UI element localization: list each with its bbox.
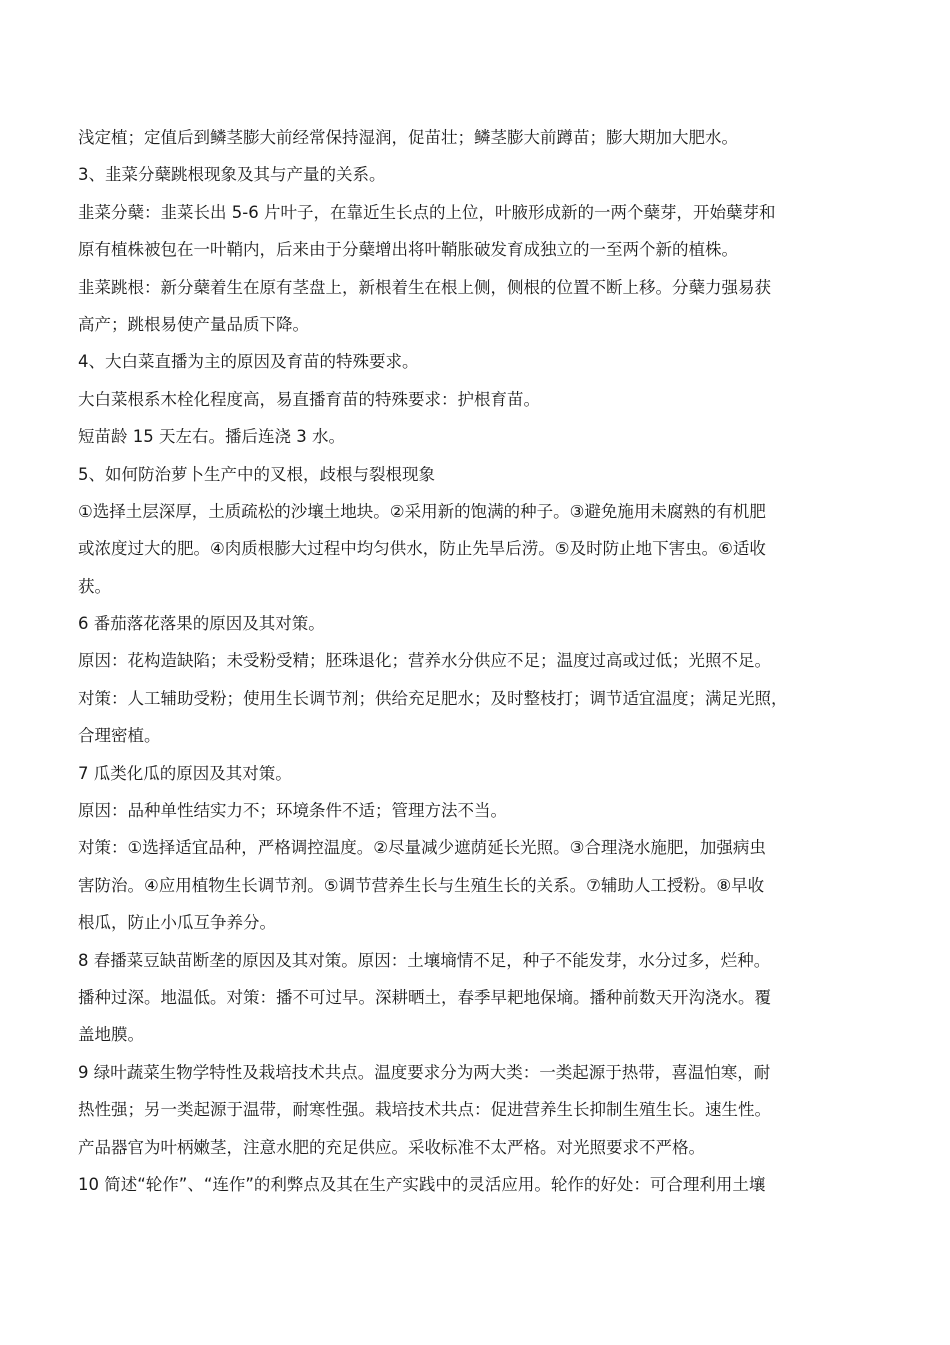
text-line: 大白菜根系木栓化程度高，易直播育苗的特殊要求：护根育苗。 — [78, 389, 540, 409]
text-line: 播种过深。地温低。对策：播不可过早。深耕晒土，春季早耙地保墒。播种前数天开沟浇水。覆 — [78, 987, 771, 1007]
text-line: 产品器官为叶柄嫩茎，注意水肥的充足供应。采收标准不太严格。对光照要求不严格。 — [78, 1137, 705, 1157]
section-heading: 10 简述“轮作”、“连作”的利弊点及其在生产实践中的灵活应用。轮作的好处：可合理利用土壤 — [78, 1174, 766, 1194]
text-line: 盖地膜。 — [78, 1025, 144, 1045]
text-line: 短苗龄 15 天左右。播后连浇 3 水。 — [78, 427, 345, 447]
text-line: 获。 — [78, 576, 111, 596]
text-line: 害防治。④应用植物生长调节剂。⑤调节营养生长与生殖生长的关系。⑦辅助人工授粉。⑧早收 — [78, 875, 765, 895]
text-line: 对策：①选择适宜品种，严格调控温度。②尽量减少遮荫延长光照。③合理浇水施肥，加强病虫 — [78, 838, 766, 858]
section-heading: 9 绿叶蔬菜生物学特性及栽培技术共点。温度要求分为两大类：一类起源于热带，喜温怕寒，耐 — [78, 1062, 771, 1082]
section-heading: 6 番茄落花落果的原因及其对策。 — [78, 614, 325, 634]
text-line: 韭菜分蘖：韭菜长出 5-6 片叶子，在靠近生长点的上位，叶腋形成新的一两个蘖芽，开始蘖芽和 — [78, 202, 776, 222]
section-heading: 5、如何防治萝卜生产中的叉根，歧根与裂根现象 — [78, 464, 435, 484]
text-line: 韭菜跳根：新分蘖着生在原有茎盘上，新根着生在根上侧，侧根的位置不断上移。分蘖力强易获 — [78, 277, 771, 297]
text-line: 对策：人工辅助受粉；使用生长调节剂；供给充足肥水；及时整枝打；调节适宜温度；满足光照， — [78, 688, 788, 708]
text-line: 原有植株被包在一叶鞘内，后来由于分蘖增出将叶鞘胀破发育成独立的一至两个新的植株。 — [78, 240, 738, 260]
text-line: 热性强；另一类起源于温带，耐寒性强。栽培技术共点：促进营养生长抑制生殖生长。速生性。 — [78, 1100, 771, 1120]
section-heading: 3、韭菜分蘖跳根现象及其与产量的关系。 — [78, 165, 386, 185]
text-line: 或浓度过大的肥。④肉质根膨大过程中均匀供水，防止先旱后涝。⑤及时防止地下害虫。⑥适收 — [78, 539, 766, 559]
text-line: 高产；跳根易使产量品质下降。 — [78, 314, 309, 334]
text-line: ①选择土层深厚，土质疏松的沙壤土地块。②采用新的饱满的种子。③避免施用未腐熟的有机肥 — [78, 501, 766, 521]
text-line: 浅定植；定值后到鳞茎膨大前经常保持湿润，促苗壮；鳞茎膨大前蹲苗；膨大期加大肥水。 — [78, 128, 738, 147]
text-line: 原因：花构造缺陷；未受粉受精；胚珠退化；营养水分供应不足；温度过高或过低；光照不足。 — [78, 651, 771, 671]
text-line: 根瓜，防止小瓜互争养分。 — [78, 913, 276, 933]
document-body — [78, 119, 868, 1203]
section-heading: 4、大白菜直播为主的原因及育苗的特殊要求。 — [78, 352, 419, 372]
text-line: 原因：品种单性结实力不；环境条件不适；管理方法不当。 — [78, 801, 507, 821]
section-heading: 8 春播菜豆缺苗断垄的原因及其对策。原因：土壤墒情不足，种子不能发芽，水分过多，烂种。 — [78, 950, 771, 970]
section-heading: 7 瓜类化瓜的原因及其对策。 — [78, 763, 292, 783]
text-line: 合理密植。 — [78, 726, 161, 746]
